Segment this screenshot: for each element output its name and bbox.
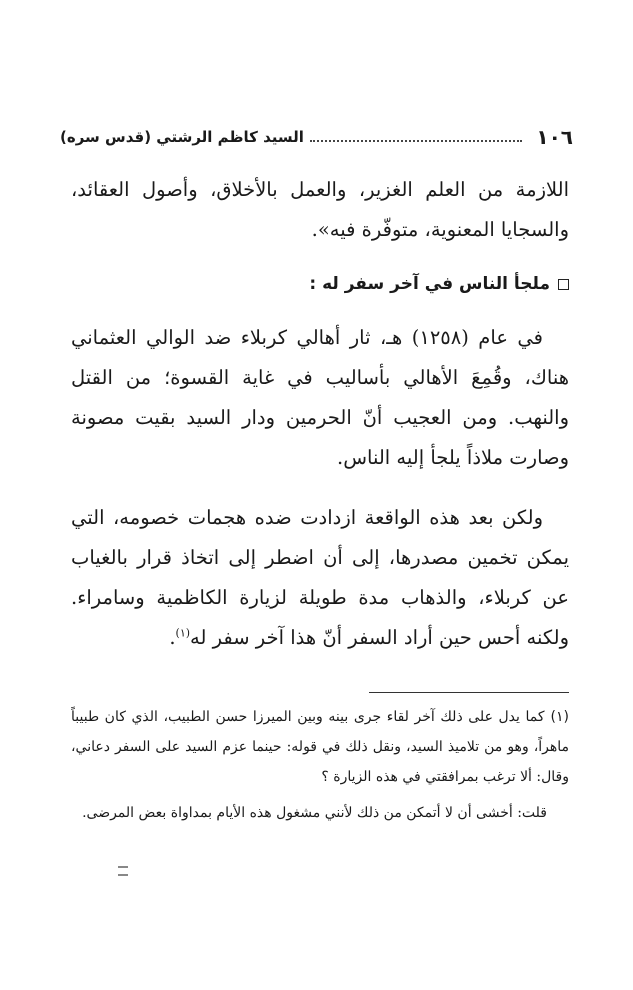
footnote-reference[interactable]: (١) [175,626,191,640]
footnotes-section [71,702,569,828]
page-number: ١٠٦ [536,125,573,149]
header-dotted-leader [310,140,522,142]
running-title: السيد كاظم الرشتي (قدس سره) [60,128,304,146]
footnote-separator [369,692,569,693]
print-mark-icon [118,866,128,876]
main-text [71,170,569,658]
footnote-1-text: كما يدل على ذلك آخر لقاء جرى بينه وبين الميرزا حسن الطبيب، الذي كان طبيباً ماهراً، وهو من تلاميذ السيد، ونقل ذلك في قوله: حينما عزم السيد على السفر دعاني، وقال: ألا ترغب بمرافقتي في هذه الزيارة ؟ [71,709,569,785]
paragraph-2 [71,498,569,658]
running-header [60,122,573,152]
paragraph-2-text: ولكن بعد هذه الواقعة ازدادت ضده هجمات خصومه، التي يمكن تخمين مصدرها، إلى أن اضطر إلى اتخاذ قرار بالغياب عن كربلاء، والذهاب مدة طويلة لزيارة الكاظمية وسامراء. ولكنه أحس حين أراد السفر أنّ هذا آخر سفر له [71,506,569,649]
section-heading-text: ملجأ الناس في آخر سفر له : [309,274,550,294]
footnote-1-continued: قلت: أخشى أن لا أتمكن من ذلك لأنني مشغول هذه الأيام بمداواة بعض المرضى. [82,805,547,821]
paragraph-1: في عام (١٢٥٨) هـ، ثار أهالي كربلاء ضد الوالي العثماني هناك، وقُمِعَ الأهالي بأساليب في غاية القسوة؛ من القتل والنهب. ومن العجيب أنّ الحرمين ودار السيد بقيت مصونة وصارت ملاذاً يلجأ إليه الناس. [71,326,569,469]
paragraph-2-end: . [169,626,176,649]
footnote-marker: (١) [550,709,569,725]
footnote-1 [71,702,569,792]
square-bullet-icon [558,279,569,290]
intro-paragraph: اللازمة من العلم الغزير، والعمل بالأخلاق، وأصول العقائد، والسجايا المعنوية، متوفّرة فيه». [71,178,569,241]
section-heading [71,264,569,304]
